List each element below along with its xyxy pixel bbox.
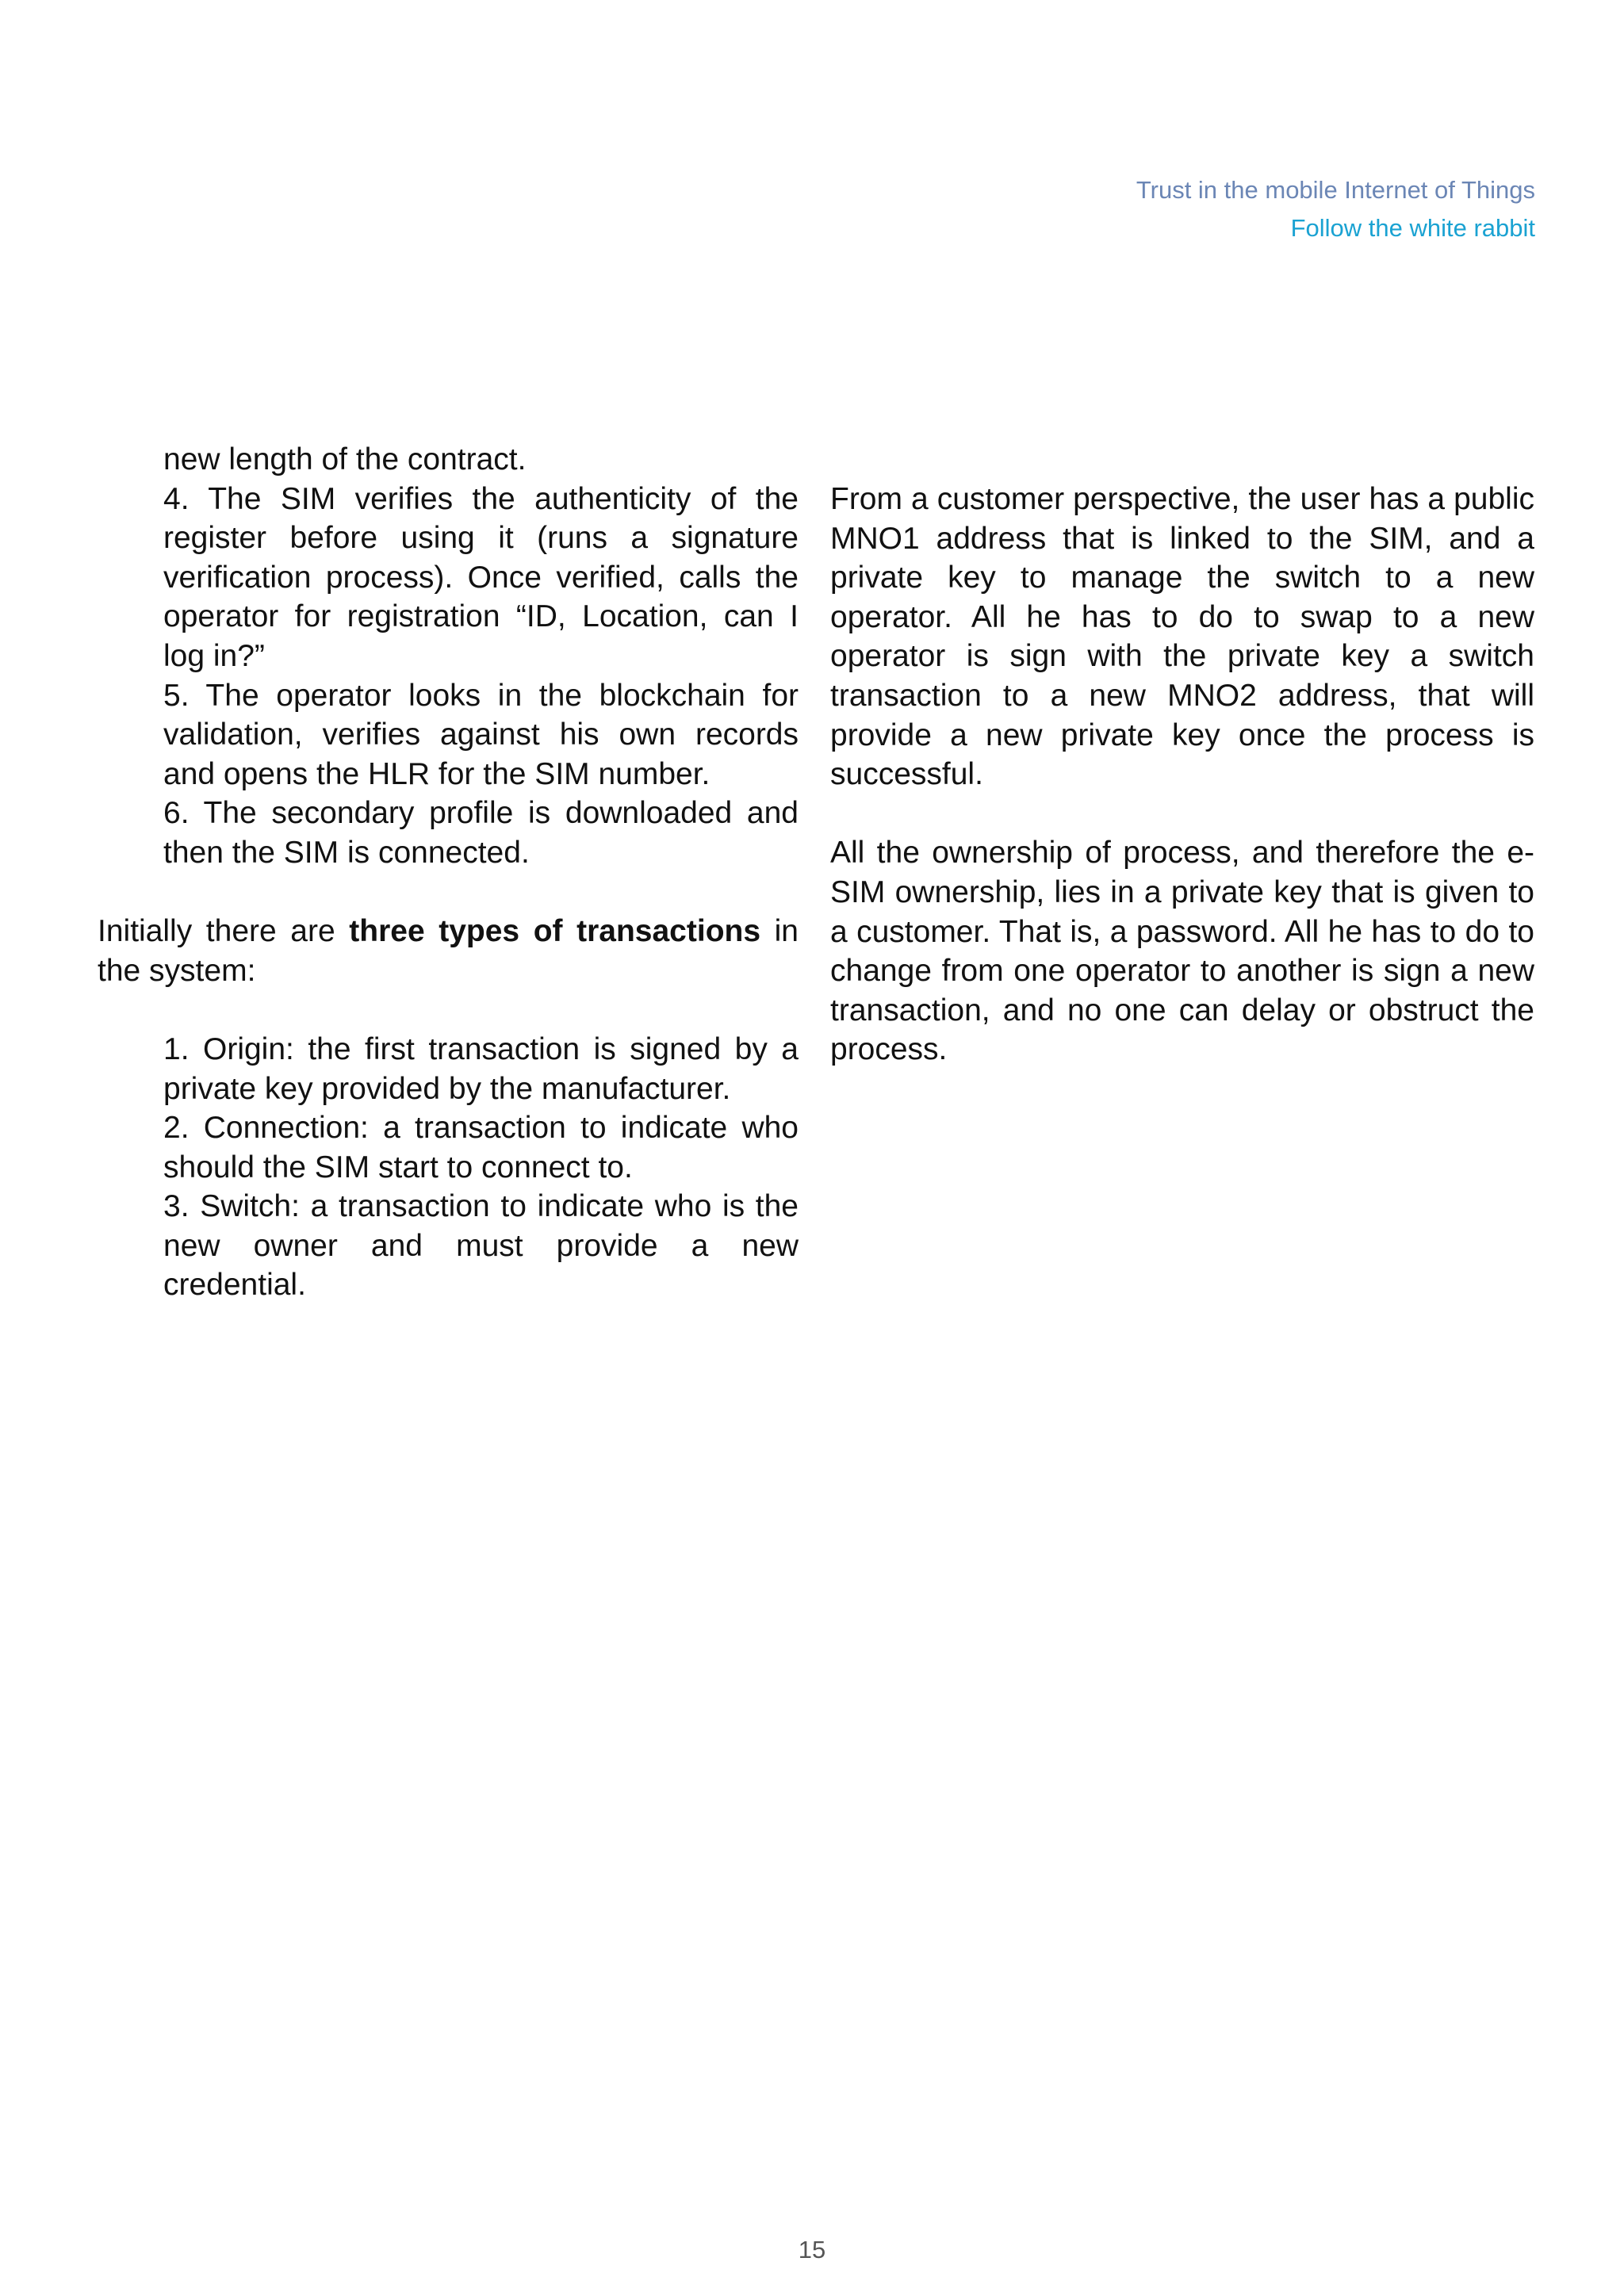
page-number: 15 [798, 2236, 826, 2263]
intro-text-bold: three types of transactions [349, 914, 761, 949]
header-section-title: Follow the white rabbit [1290, 214, 1535, 242]
continuation-text: new length of the contract. [163, 442, 527, 476]
list-item-switch: 3. Switch: a transaction to indicate who is the new owner and must provide a new credential. [163, 1189, 799, 1303]
list-item-step-6: 6. The secondary profile is downloaded and then the SIM is connected. [163, 796, 799, 870]
list-item-step-4: 4. The SIM verifies the authenticity of the register before using it (runs a signature verification process). Once verified, calls the operator for registration “ID, Location, can I log in?” [163, 481, 799, 673]
running-header [1136, 171, 1535, 247]
ownership-paragraph: All the ownership of process, and therefore the e-SIM ownership, lies in a private key that is given to a customer. That is, a password. All he has to do to change from one operator to another is sign a new transaction, and no one can delay or obstruct the process. [830, 836, 1534, 1067]
header-document-title: Trust in the mobile Internet of Things [1136, 176, 1535, 204]
list-item-origin: 1. Origin: the first transaction is signed by a private key provided by the manufacturer. [163, 1031, 799, 1106]
paragraph-spacer [98, 873, 799, 913]
right-column [830, 480, 1534, 1070]
list-item-step-5: 5. The operator looks in the blockchain for validation, verifies against his own records and opens the HLR for the SIM number. [163, 678, 799, 791]
intro-text-end: in the system: [98, 914, 799, 988]
customer-perspective-paragraph: From a customer perspective, the user has a public MNO1 address that is linked to the SIM, and a private key to manage the switch to a new operator. All he has to do to swap to a new operator is sign with the private key a switch transaction to a new MNO2 address, that will provide a new private key once the process is successful. [830, 482, 1534, 792]
paragraph-spacer [830, 794, 1534, 834]
paragraph-spacer [98, 990, 799, 1030]
list-item-connection: 2. Connection: a transaction to indicate who should the SIM start to connect to. [163, 1111, 799, 1184]
intro-text-start: Initially there are [98, 914, 350, 949]
left-column [98, 440, 799, 1305]
transactions-intro-paragraph [98, 912, 799, 990]
